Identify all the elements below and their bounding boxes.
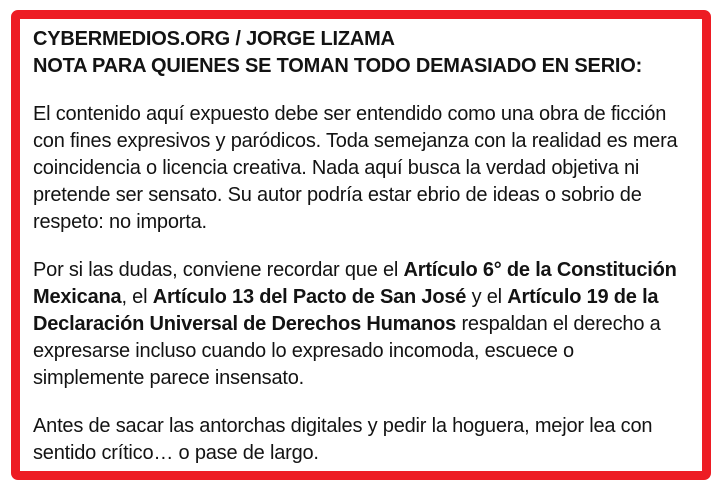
legal-text-connector: y el bbox=[466, 286, 508, 308]
spacer bbox=[33, 236, 690, 257]
disclaimer-note-card bbox=[11, 10, 711, 480]
legal-reference-declaracion-universal: Artículo 19 de la Declaración Universal de Derechos Humanos bbox=[33, 286, 659, 335]
spacer bbox=[33, 392, 690, 413]
paragraph-legal-references bbox=[33, 257, 690, 392]
note-title-heading: NOTA PARA QUIENES SE TOMAN TODO DEMASIADO EN SERIO: bbox=[33, 55, 643, 77]
legal-reference-pacto-san-jose: Artículo 13 del Pacto de San José bbox=[152, 286, 467, 308]
legal-reference-constitucion-mexicana: Artículo 6° de la Constitución Mexicana bbox=[33, 259, 677, 308]
paragraph-closing: Antes de sacar las antorchas digitales y pedir la hoguera, mejor lea con sentido crítico… o pase de largo. bbox=[33, 415, 653, 464]
legal-text-outro: respaldan el derecho a expresarse incluso cuando lo expresado incomoda, escuece o simplemente parece insensato. bbox=[33, 313, 661, 389]
legal-text-connector: , el bbox=[121, 286, 153, 308]
paragraph-disclaimer: El contenido aquí expuesto debe ser entendido como una obra de ficción con fines expresivos y paródicos. Toda semejanza con la realidad es mera coincidencia o licencia creativa. Nada aquí busca la verdad objetiva ni pretende ser sensato. Su autor podría estar ebrio de ideas o sobrio de respeto: no importa. bbox=[33, 103, 678, 233]
spacer bbox=[33, 80, 690, 101]
site-author-heading: CYBERMEDIOS.ORG / JORGE LIZAMA bbox=[33, 28, 395, 50]
legal-text-intro: Por si las dudas, conviene recordar que el bbox=[33, 259, 404, 281]
